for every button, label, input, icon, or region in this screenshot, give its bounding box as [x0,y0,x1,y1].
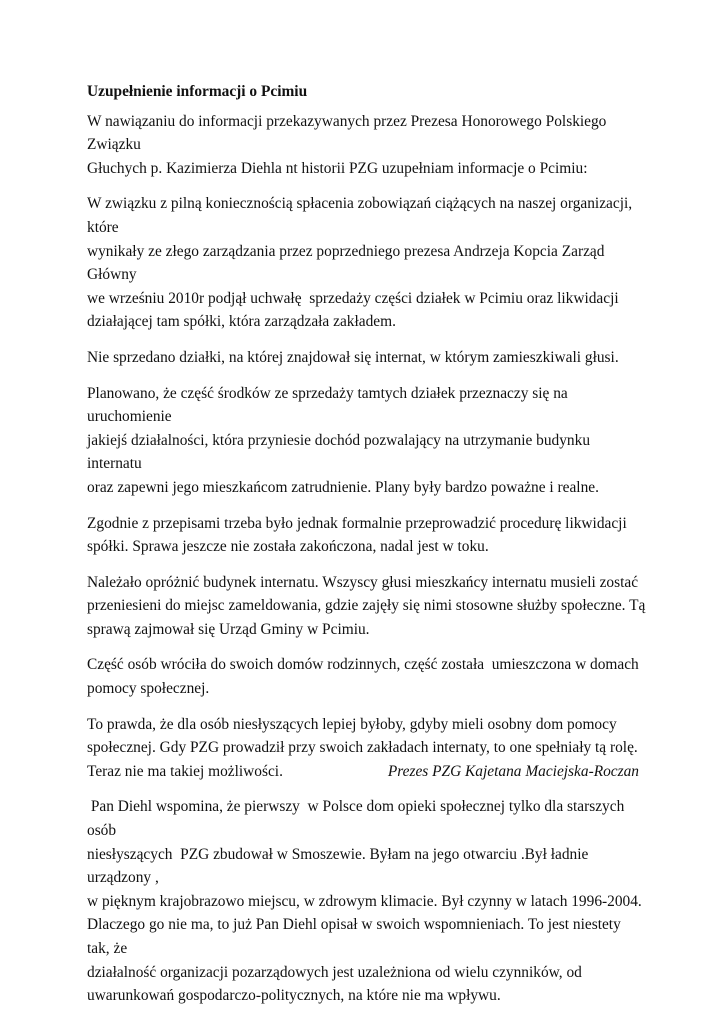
paragraph-intro: W nawiązaniu do informacji przekazywanych przez Prezesa Honorowego Polskiego Związku Głuchych p. Kazimierza Diehla nt historii PZG uzupełniam informacje o Pcimiu: [87,112,607,177]
paragraph-relocation: Należało opróżnić budynek internatu. Wszyscy głusi mieszkańcy internatu musieli zostać przeniesieni do miejsc zameldowania, gdzie zajęły się nimi stosowne służby społeczne. Tą sprawą zajmował się Urząd Gminy w Pcimiu. [87,573,646,638]
paragraph-plans: Planowano, że część środków ze sprzedaży tamtych działek przeznaczy się na uruchomienie jakiejś działalności, która przyniesie dochód pozwalający na utrzymanie budynku internatu oraz zapewni jego mieszkańcom zatrudnienie. Plany były bardzo poważne i realne. [87,384,599,496]
document-title: Uzupełnienie informacji o Pcimiu [87,83,308,100]
paragraph-families: Część osób wróciła do swoich domów rodzinnych, część została umieszczona w domach pomocy społecznej. [87,656,639,698]
paragraph-care-home: To prawda, że dla osób niesłyszących lepiej byłoby, gdyby mieli osobny dom pomocy społecznej. Gdy PZG prowadził przy swoich zakładach internaty, to one spełniały tą rolę. Teraz nie ma takiej możliwości. [87,715,638,780]
document-page [87,78,647,1020]
paragraph-debt: W związku z pilną koniecznością spłacenia zobowiązań ciążących na naszej organizacji, które wynikały ze złego zarządzania przez poprzedniego prezesa Andrzeja Kopcia Zarząd Główny we wrześniu 2010r podjął uchwałę sprzedaży części działek w Pcimiu oraz likwidacji działającej tam spółki, która zarządzała zakładem. [87,195,633,331]
paragraph-liquidation: Zgodnie z przepisami trzeba było jednak formalnie przeprowadzić procedurę likwidacji spółki. Sprawa jeszcze nie została zakończona, nadal jest w toku. [87,514,627,556]
paragraph-smoszewo: Pan Diehl wspomina, że pierwszy w Polsce dom opieki społecznej tylko dla starszych osób niesłyszących PZG zbudował w Smoszewie. Byłam na jego otwarciu .Był ładnie urządzony , w pięknym krajobrazowo miejscu, w zdrowym klimacie. Był czynny w latach 1996-2004. Dlaczego go nie ma, to już Pan Diehl opisał w swoich wspomnieniach. To jest niestety tak, że działalność organizacji pozarządowych jest uzależniona od wielu czynników, od uwarunkowań gospodarczo-politycznych, na które nie ma wpływu. [87,798,642,1005]
signature: Prezes PZG Kajetana Maciejska-Roczan [387,763,639,780]
paragraph-plot-not-sold: Nie sprzedano działki, na której znajdował się internat, w którym zamieszkiwali głusi. [87,348,619,366]
